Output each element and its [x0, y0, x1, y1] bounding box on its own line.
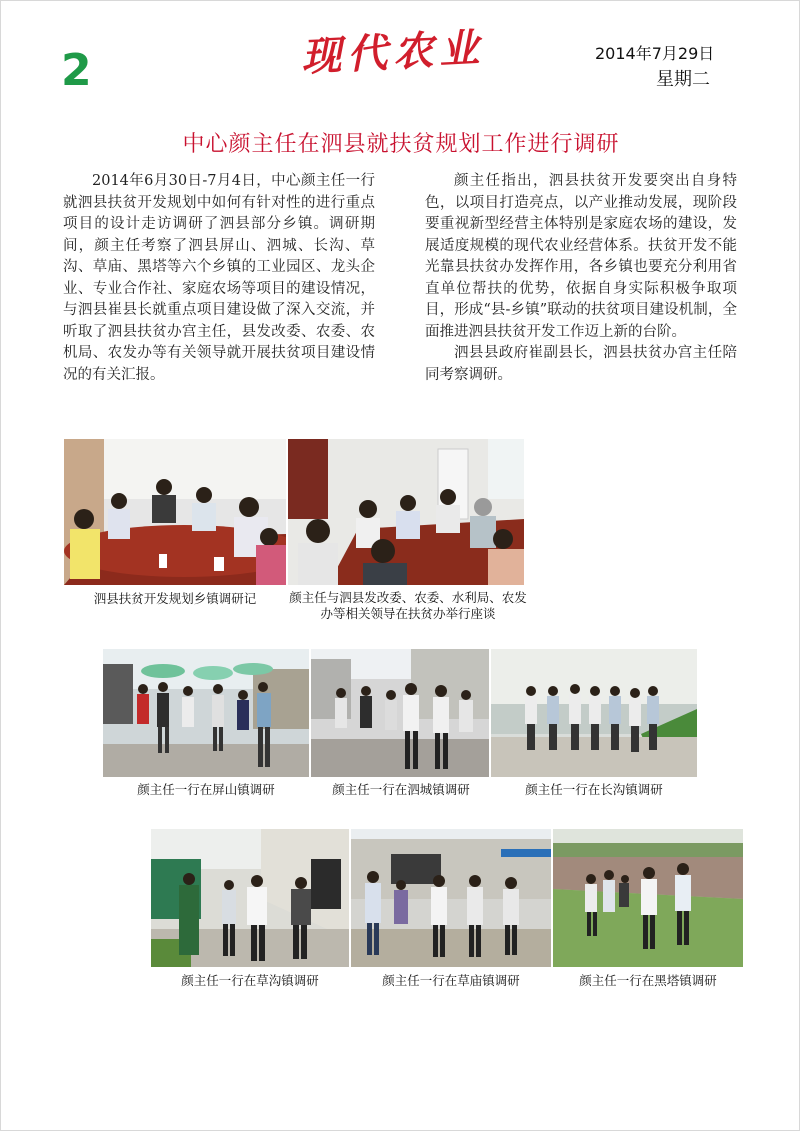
article-column-right — [425, 171, 737, 386]
pingshan-photo — [103, 649, 309, 777]
photo-caption: 颜主任一行在草沟镇调研 — [181, 973, 319, 988]
sicheng-photo — [311, 649, 489, 777]
meeting-photo-1 — [64, 439, 286, 585]
caomiao-photo — [351, 829, 551, 967]
meeting-photo-2 — [288, 439, 524, 585]
photo-caption: 颜主任与泗县发改委、农委、水利局、农发办等相关领导在扶贫办举行座谈 — [289, 590, 527, 621]
photo-caption: 颜主任一行在黑塔镇调研 — [579, 973, 717, 988]
article-column-left — [63, 171, 375, 386]
changgou-photo — [491, 649, 697, 777]
photo-caption: 颜主任一行在草庙镇调研 — [382, 973, 520, 988]
issue-date: 2014年7月29日 — [595, 44, 715, 63]
photo-caption: 泗县扶贫开发规划乡镇调研记 — [93, 591, 257, 606]
issue-weekday: 星期二 — [656, 69, 710, 90]
article-headline: 中心颜主任在泗县就扶贫规划工作进行调研 — [182, 132, 620, 157]
article-paragraph: 泗县县政府崔副县长，泗县扶贫办宫主任陪同考察调研。 — [425, 345, 737, 383]
caogou-photo — [151, 829, 349, 967]
page-number: 2 — [61, 45, 92, 96]
photo-caption: 颜主任一行在泗城镇调研 — [332, 782, 470, 797]
article-paragraph: 2014年6月30日-7月4日，中心颜主任一行就泗县扶贫开发规划中如何有针对性的进行重点项目的设计走访调研了泗县部分乡镇。调研期间，颜主任考察了泗县屏山、泗城、长沟、草沟、草庙、黑塔等六个乡镇的工业园区、龙头企业、专业合作社、家庭农场等项目的建设情况，与泗县崔县长就重点项目建设做了深入交流，并听取了泗县扶贫办宫主任，县发改委、农委、农机局、农发办等有关领导就开展扶贫项目建设情况的有关汇报。 — [63, 173, 375, 383]
masthead-title: 现代农业 — [300, 24, 487, 81]
photo-caption: 颜主任一行在长沟镇调研 — [525, 782, 663, 797]
heita-photo — [553, 829, 743, 967]
photo-caption: 颜主任一行在屏山镇调研 — [137, 782, 275, 797]
article-paragraph: 颜主任指出，泗县扶贫开发要突出自身特色，以项目打造亮点，以产业推动发展，现阶段要重视新型经营主体特别是家庭农场的建设，发展适度规模的现代农业经营体系。扶贫开发不能光靠县扶贫办发挥作用，各乡镇也要充分利用省直单位帮扶的优势，依据自身实际积极争取项目，形成“县-乡镇”联动的扶贫项目建设机制，全面推进泗县扶贫开发工作迈上新的台阶。 — [425, 173, 737, 340]
